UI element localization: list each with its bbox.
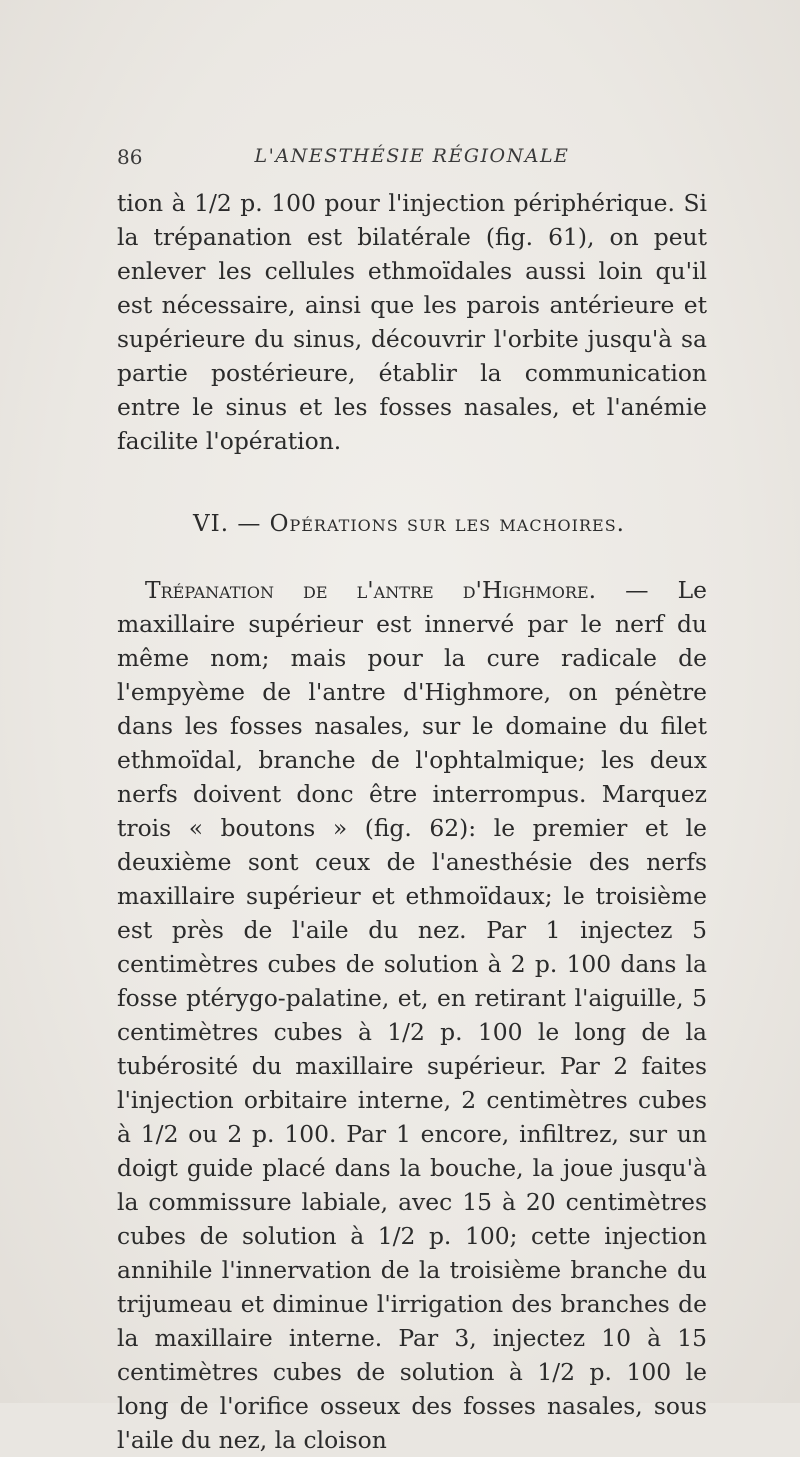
running-title: L'ANESTHÉSIE RÉGIONALE xyxy=(254,145,570,167)
page-header xyxy=(117,145,707,175)
paragraph-continuation: tion à 1/2 p. 100 pour l'injection périphérique. Si la trépanation est bilatérale (fig. 61), on peut enlever les cellules ethmoïdales aussi loin qu'il est nécessaire, ainsi que les parois antérieure et supérieure du sinus, découvrir l'orbite jusqu'à sa partie postérieure, établir la communication entre le sinus et les fosses nasales, et l'anémie facilite l'opération. xyxy=(117,189,707,455)
trepanation-title: Trépanation de l'antre d'Highmore. xyxy=(145,576,597,604)
body-text xyxy=(117,186,707,1457)
trepanation-body: — Le maxillaire supérieur est innervé par le nerf du même nom; mais pour la cure radicale de l'empyème de l'antre d'Highmore, on pénètre dans les fosses nasales, sur le domaine du filet ethmoïdal, branche de l'ophtalmique; les deux nerfs doivent donc être interrompus. Marquez trois « boutons » (fig. 62): le premier et le deuxième sont ceux de l'anesthésie des nerfs maxillaire supérieur et ethmoïdaux; le troisième est près de l'aile du nez. Par 1 injectez 5 centimètres cubes de solution à 2 p. 100 dans la fosse ptérygo-palatine, et, en retirant l'aiguille, 5 centimètres cubes à 1/2 p. 100 le long de la tubérosité du maxillaire supérieur. Par 2 faites l'injection orbitaire interne, 2 centimètres cubes à 1/2 ou 2 p. 100. Par 1 encore, infiltrez, sur un doigt guide placé dans la bouche, la joue jusqu'à la commissure labiale, avec 15 à 20 centimètres cubes de solution à 1/2 p. 100; cette injection annihile l'innervation de la troisième branche du trijumeau et diminue l'irrigation des branches de la maxillaire interne. Par 3, injectez 10 à 15 centimètres cubes de solution à 1/2 p. 100 le long de l'orifice osseux des fosses nasales, sous l'aile du nez, la cloison xyxy=(117,576,707,1454)
section-heading: VI. — Opérations sur les machoires. xyxy=(193,511,625,537)
paragraph-trepanation xyxy=(117,573,707,1457)
page-number: 86 xyxy=(117,145,143,169)
